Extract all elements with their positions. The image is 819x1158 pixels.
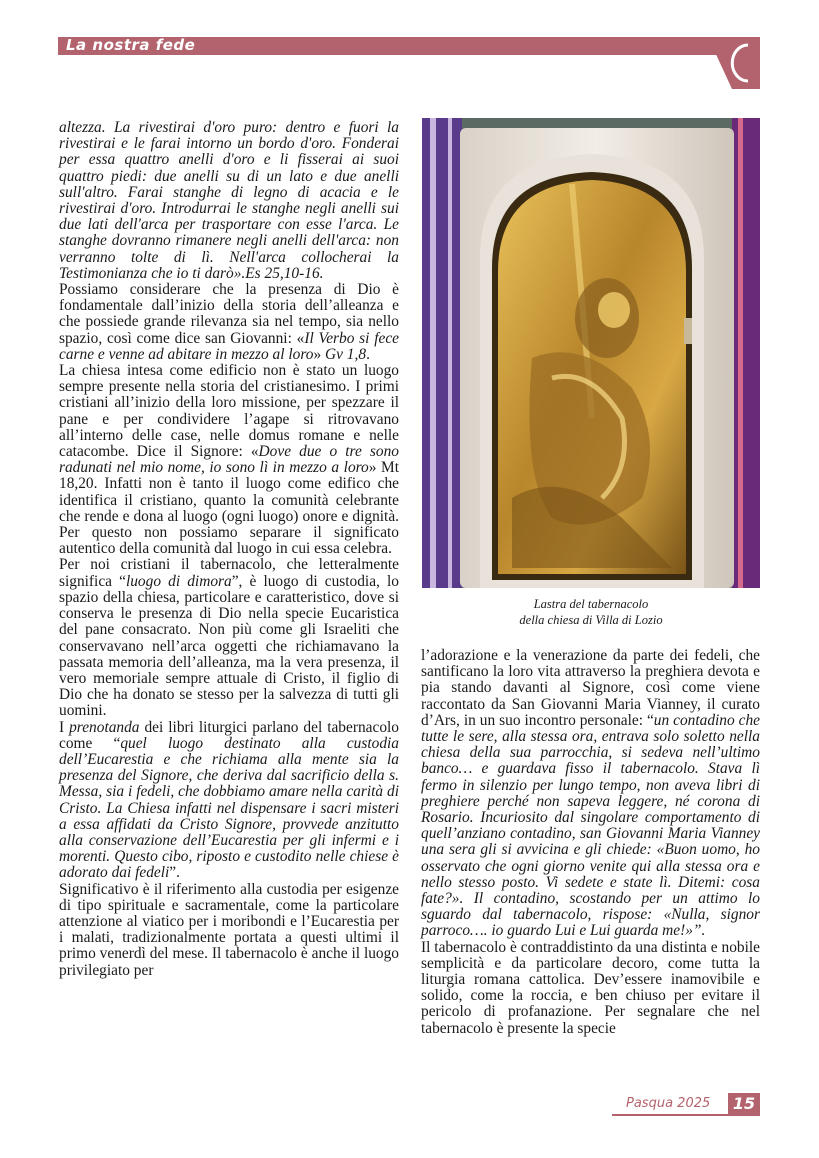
paragraph xyxy=(59,363,399,557)
paragraph xyxy=(421,648,760,940)
paragraph xyxy=(59,720,399,882)
section-title: La nostra fede xyxy=(66,36,196,54)
text-run: un contadino che tutte le sere, alla stessa ora, entrava solo soletto nella chiesa della sua parrocchia, si sedeva nell’ultimo banco… e guardava fisso il tabernacolo. Stava lì fermo in silenzio per lungo tempo, non aveva libri di preghiere perché non sapeva leggere, né corona di Rosario. Incuriosito dal singolare comportamento di quell’anziano contadino, san Giovanni Maria Vianney una sera gli si avvicina e gli chiede: «Buon uomo, ho osservato che ogni giorno venite qui alla stessa ora e nello stesso posto. Vi sedete e state lì. Ditemi: cosa fate?». Il contadino, scostando per un attimo lo sguardo dal tabernacolo, rispose: «Nulla, signor parroco…. io guardo Lui e Lui guarda me!»”. xyxy=(421,711,761,940)
text-run: I xyxy=(59,718,70,736)
text-run: La chiesa intesa come edificio non è stato un luogo sempre presente nella storia del cristianesimo. I primi cristiani all’inizio della loro missione, per spezzare il pane e per condividere l’agape si ritrovavano all’interno delle case, nelle domus romane e nelle catacombe. Dice il Signore: « xyxy=(59,362,399,461)
text-run: luogo di dimora xyxy=(125,572,232,590)
text-run: Significativo è il riferimento alla custodia per esigenze di tipo spirituale e sacramentale, come la particolare attenzione al viatico per i moribondi e l’Eucarestia per i malati, tradizionalmente portata a questi ultimi il primo venerdì del mese. Il tabernacolo è anche il luogo privilegiato per xyxy=(59,880,399,979)
paragraph xyxy=(59,282,399,363)
paragraph xyxy=(59,882,399,979)
text-run: ”, è luogo di custodia, lo spazio della chiesa, particolare e caratteristico, dove si conserva le presenza di Dio nella specie Eucaristica del pane consacrato. Non più come gli Israeliti che conservavano nell’arca oggetti che richiamavano la passata memoria dell’alleanza, ma la vera presenza, il vero memoriale sempre attuale di Cristo, il figlio di Dio che ha donato se stesso per la salvezza di tutti gli uomini. xyxy=(59,572,399,720)
issue-label: Pasqua 2025 xyxy=(626,1096,711,1111)
caption-line-2: della chiesa di Villa di Lozio xyxy=(519,613,663,627)
paragraph xyxy=(421,940,760,1037)
text-run: Possiamo considerare che la presenza di Dio è fondamentale dall’inizio della storia dell’alleanza e che possiede grande rilevanza sia nel tempo, sia nello spazio, così come dice san Giovanni: « xyxy=(59,281,399,347)
text-run: prenotanda xyxy=(69,718,140,736)
text-run: dei libri liturgici parlano del tabernacolo come “ xyxy=(59,718,399,752)
text-run: l’adorazione e la venerazione da parte dei fedeli, che santificano la loro vita attraverso la preghiera devota e pia stando davanti al Signore, così come viene raccontato da San Giovanni Maria Vianney, il curato d’Ars, in un suo incontro personale: “ xyxy=(421,647,760,729)
right-column-text xyxy=(421,648,760,1037)
paragraph xyxy=(59,557,399,719)
page-number: 15 xyxy=(732,1094,756,1113)
paragraph xyxy=(59,120,399,282)
text-run: Il tabernacolo è contraddistinto da una distinta e nobile semplicità e da particolare decoro, come tutta la liturgia romana cattolica. Dev’essere inamovibile e solido, come la roccia, e ben chiuso per evitare il pericolo di profanazione. Per segnalare che nel tabernacolo è presente la specie xyxy=(421,938,760,1037)
text-run: altezza. La rivestirai d'oro puro: dentro e fuori la rivestirai e le farai intorno un bordo d'oro. Fonderai per essa quattro anelli d'oro e li fisserai ai suoi quattro piedi: due anelli su di un lato e due anelli sull'altro. Farai stanghe di legno di acacia e le rivestirai d'oro. Introdurrai le stanghe negli anelli sui due lati dell'arca per trasportare con esse l'arca. Le stanghe dovranno rimanere negli anelli dell'arca: non verranno tolte di lì. Nell'arca collocherai la Testimonianza che io ti darò».Es 25,10-16. xyxy=(59,119,399,282)
text-run: Dove due o tre sono radunati nel mio nome, io sono lì in mezzo a loro xyxy=(59,443,399,477)
left-column-text xyxy=(59,120,399,979)
text-run: . xyxy=(366,345,370,363)
corner-ornament xyxy=(708,37,760,89)
tabernacle-photo xyxy=(422,118,760,588)
text-run: » Mt 18,20. Infatti non è tanto il luogo come edifico che identifica il cristiano, quanto la comunità celebrante che rende e dona al luogo (ogni luogo) onore e dignità. Per questo non possiamo separare il significato autentico della comunità dal luogo in cui essa celebra. xyxy=(59,459,399,558)
text-run: » xyxy=(313,345,326,363)
text-run: Gv 1,8 xyxy=(325,345,367,363)
photo-caption xyxy=(422,596,760,628)
text-run: Per noi cristiani il tabernacolo, che letteralmente significa “ xyxy=(59,556,399,590)
text-run: Il Verbo si fece carne e venne ad abitare in mezzo al loro xyxy=(59,329,399,363)
text-run: ”. xyxy=(169,864,180,882)
text-run: quel luogo destinato alla custodia dell’Eucarestia e che richiama alla mente sia la presenza del Signore, che deriva dal sacrificio della s. Messa, sia i fedeli, che dobbiamo amare nella carità di Cristo. La Chiesa infatti nel dispensare i sacri misteri a essa affidati da Cristo Signore, provvede anzitutto alla conservazione dell’Eucarestia per gli infermi e i morenti. Questo cibo, riposto e custodito nelle chiese è adorato dai fedeli xyxy=(59,734,399,882)
caption-line-1: Lastra del tabernacolo xyxy=(533,597,649,611)
